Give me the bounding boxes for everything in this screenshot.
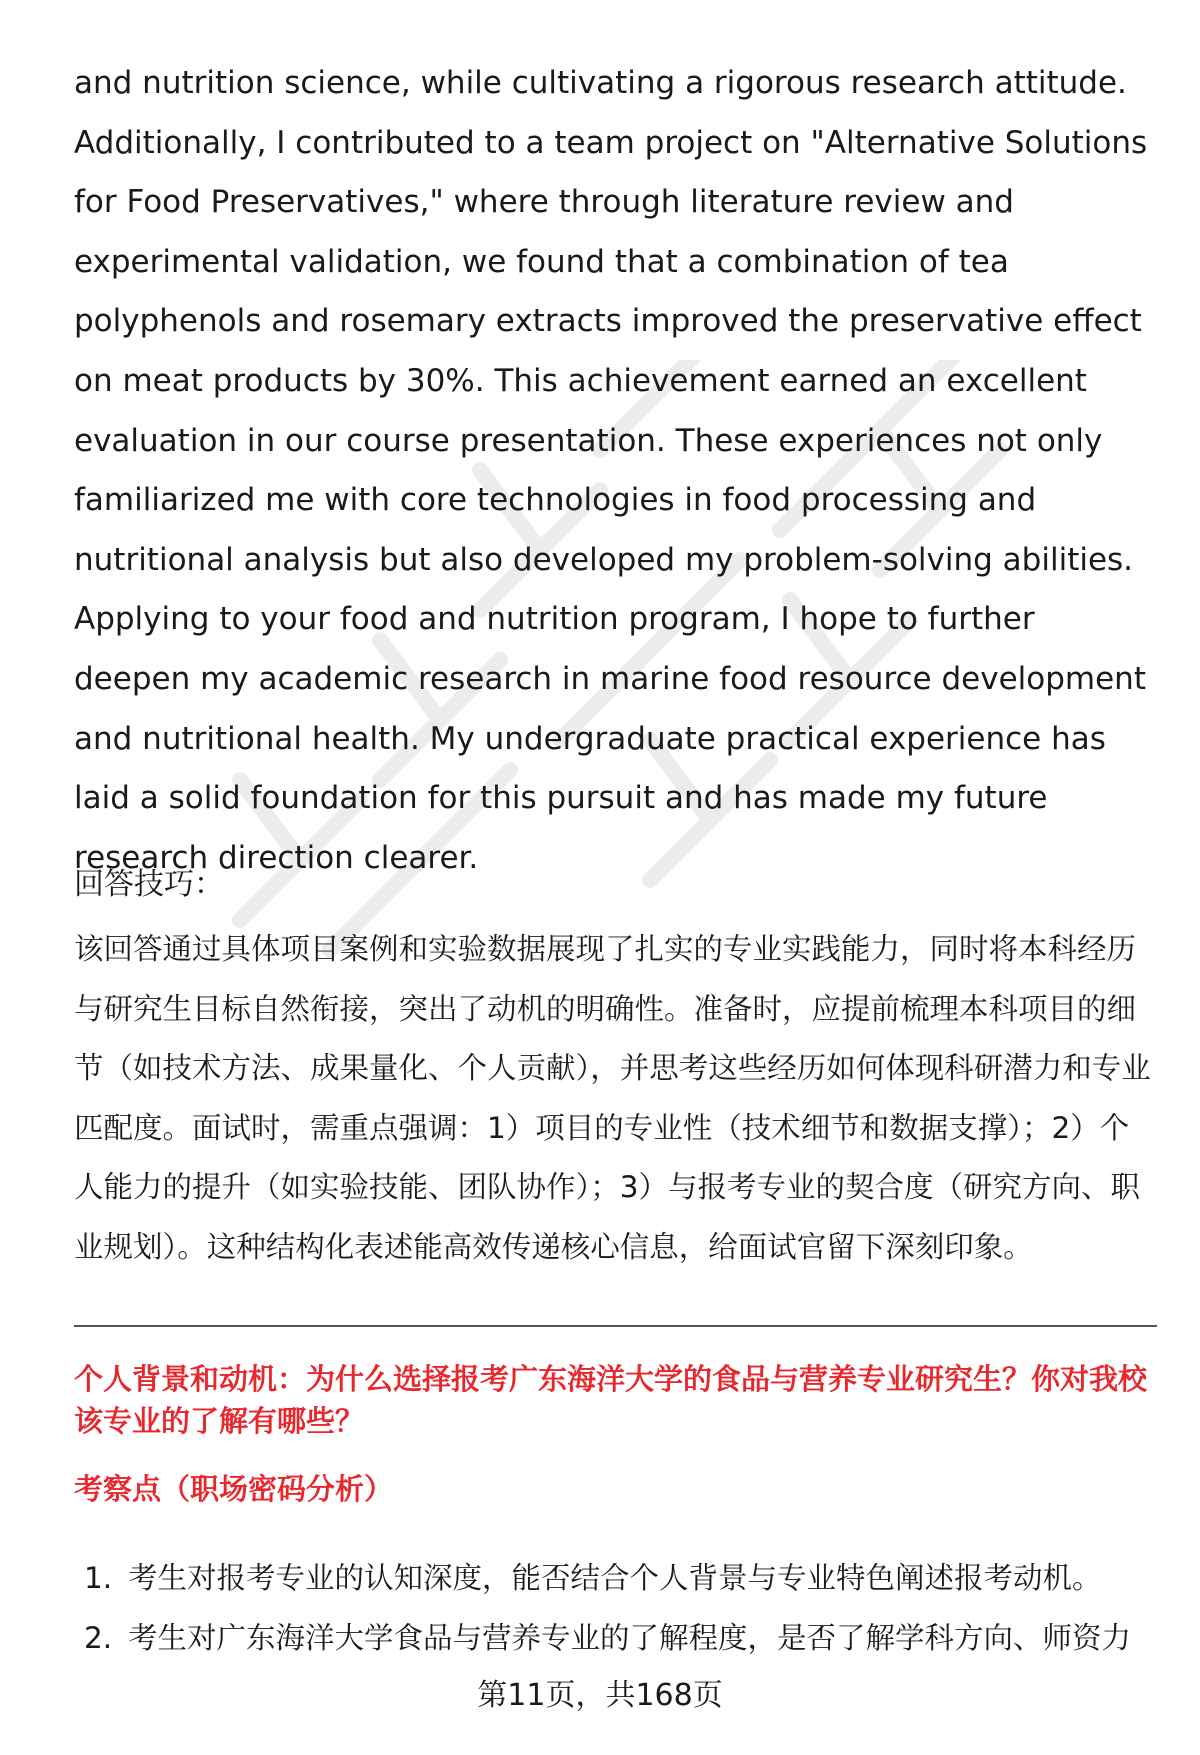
list-item-text: 考生对报考专业的认知深度，能否结合个人背景与专业特色阐述报考动机。	[128, 1561, 1102, 1595]
assessment-points	[74, 1548, 1157, 1668]
list-item-number: 2.	[84, 1621, 113, 1655]
list-item	[74, 1548, 1157, 1608]
body-paragraph: and nutrition science, while cultivating a rigorous research attitude. Additionally, I contributed to a team project on "Alternative Solutions for Food Preservatives," where through literature review and experimental validation, we found that a combination of tea polyphenols and rosemary extracts improved the preservative effect on meat products by 30%. This achievement earned an excellent evaluation in our course presentation. These experiences not only familiarized me with core technologies in food processing and nutritional analysis but also developed my problem-solving abilities. Applying to your food and nutrition program, I hope to further deepen my academic research in marine food resource development and nutritional health. My undergraduate practical experience has laid a solid foundation for this pursuit and has made my future research direction clearer.	[74, 65, 1148, 876]
list-item-text: 考生对广东海洋大学食品与营养专业的了解程度，是否了解学科方向、师资力	[128, 1621, 1132, 1655]
page-number-footer: 第11页，共168页	[477, 1678, 723, 1713]
list-item	[74, 1608, 1157, 1668]
list-item-number: 1.	[84, 1561, 113, 1595]
assessment-heading: 考察点（职场密码分析）	[74, 1472, 394, 1506]
tips-heading: 回答技巧：	[74, 867, 224, 902]
question-heading: 个人背景和动机：为什么选择报考广东海洋大学的食品与营养专业研究生？你对我校该专业的了解有哪些？	[74, 1362, 1148, 1438]
tips-body: 该回答通过具体项目案例和实验数据展现了扎实的专业实践能力，同时将本科经历与研究生目标自然衔接，突出了动机的明确性。准备时，应提前梳理本科项目的细节（如技术方法、成果量化、个人贡献），并思考这些经历如何体现科研潜力和专业匹配度。面试时，需重点强调：1）项目的专业性（技术细节和数据支撑）；2）个人能力的提升（如实验技能、团队协作）；3）与报考专业的契合度（研究方向、职业规划）。这种结构化表述能高效传递核心信息，给面试官留下深刻印象。	[74, 932, 1151, 1264]
section-divider	[74, 1325, 1157, 1327]
